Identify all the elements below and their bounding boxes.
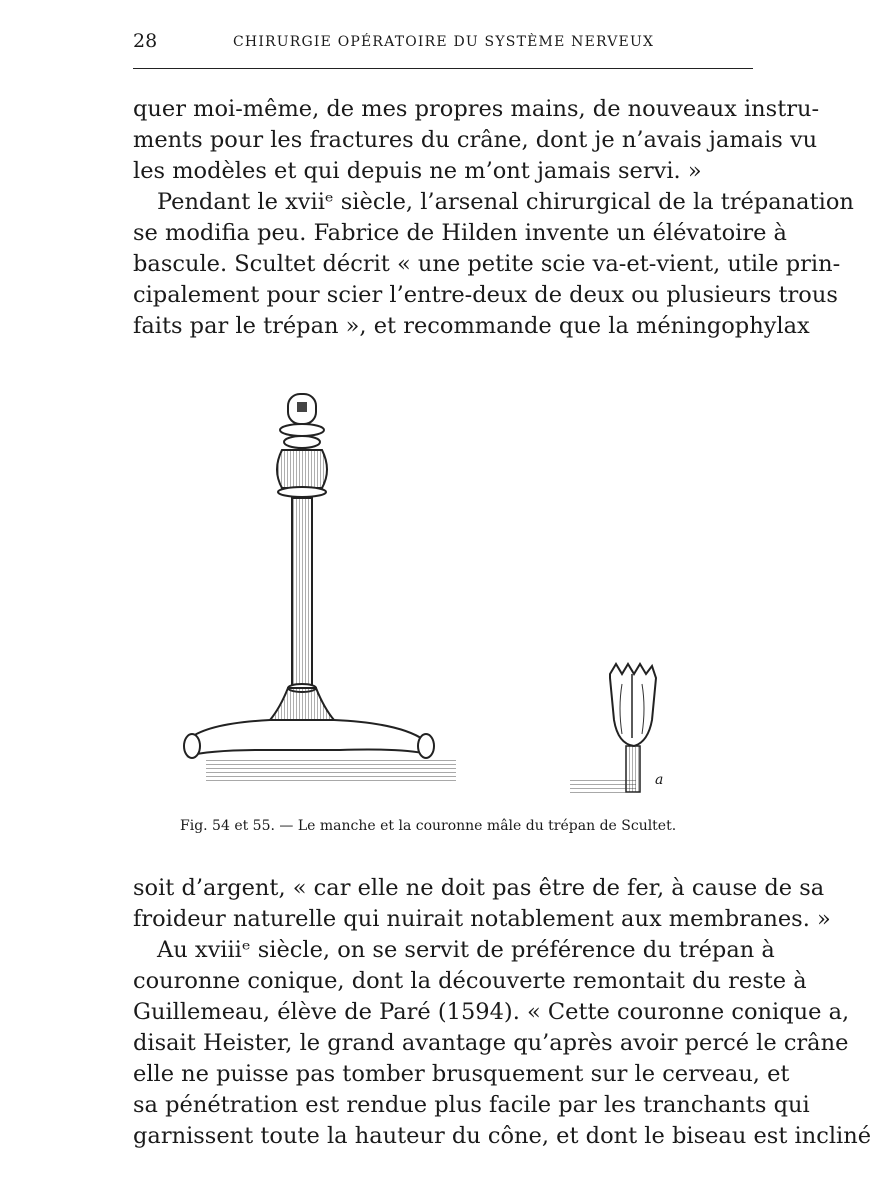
trepan-handle-drawing [184, 394, 456, 782]
text-block-bottom [133, 873, 871, 1152]
text-line: sa pénétration est rendue plus facile par les tranchants qui [133, 1092, 810, 1118]
text-line: garnissent toute la hauteur du cône, et dont le biseau est incliné [133, 1123, 871, 1149]
trepan-crown-drawing [570, 664, 656, 794]
figure-caption: Fig. 54 et 55. — Le manche et la couronne mâle du trépan de Scultet. [180, 818, 677, 834]
text-line: couronne conique, dont la découverte remontait du reste à [133, 968, 807, 994]
text-line: les modèles et qui depuis ne m’ont jamais servi. » [133, 158, 702, 184]
running-head [133, 30, 752, 56]
text-line: quer moi-même, de mes propres mains, de nouveaux instru- [133, 96, 820, 122]
page-number: 28 [133, 30, 158, 52]
text-line: Au xviiiᵉ siècle, on se servit de préférence du trépan à [157, 937, 775, 963]
text-line: Pendant le xviiᵉ siècle, l’arsenal chirurgical de la trépanation [157, 189, 854, 215]
trepan-figure [170, 388, 690, 808]
text-line: froideur naturelle qui nuirait notablement aux membranes. » [133, 906, 831, 932]
text-line: disait Heister, le grand avantage qu’après avoir percé le crâne [133, 1030, 849, 1056]
text-line: faits par le trépan », et recommande que la méningophylax [133, 313, 810, 339]
header-rule [133, 68, 753, 69]
text-line: Guillemeau, élève de Paré (1594). « Cette couronne conique a, [133, 999, 850, 1025]
text-block-top [133, 94, 854, 342]
text-line: se modifia peu. Fabrice de Hilden invente un élévatoire à [133, 220, 787, 246]
running-title: CHIRURGIE OPÉRATOIRE DU SYSTÈME NERVEUX [233, 34, 655, 50]
text-line: cipalement pour scier l’entre-deux de deux ou plusieurs trous [133, 282, 838, 308]
text-line: elle ne puisse pas tomber brusquement sur le cerveau, et [133, 1061, 790, 1087]
text-line: soit d’argent, « car elle ne doit pas être de fer, à cause de sa [133, 875, 825, 901]
text-line: ments pour les fractures du crâne, dont je n’avais jamais vu [133, 127, 818, 153]
text-line: bascule. Scultet décrit « une petite scie va-et-vient, utile prin- [133, 251, 841, 277]
figure-letter-a: a [655, 772, 664, 788]
